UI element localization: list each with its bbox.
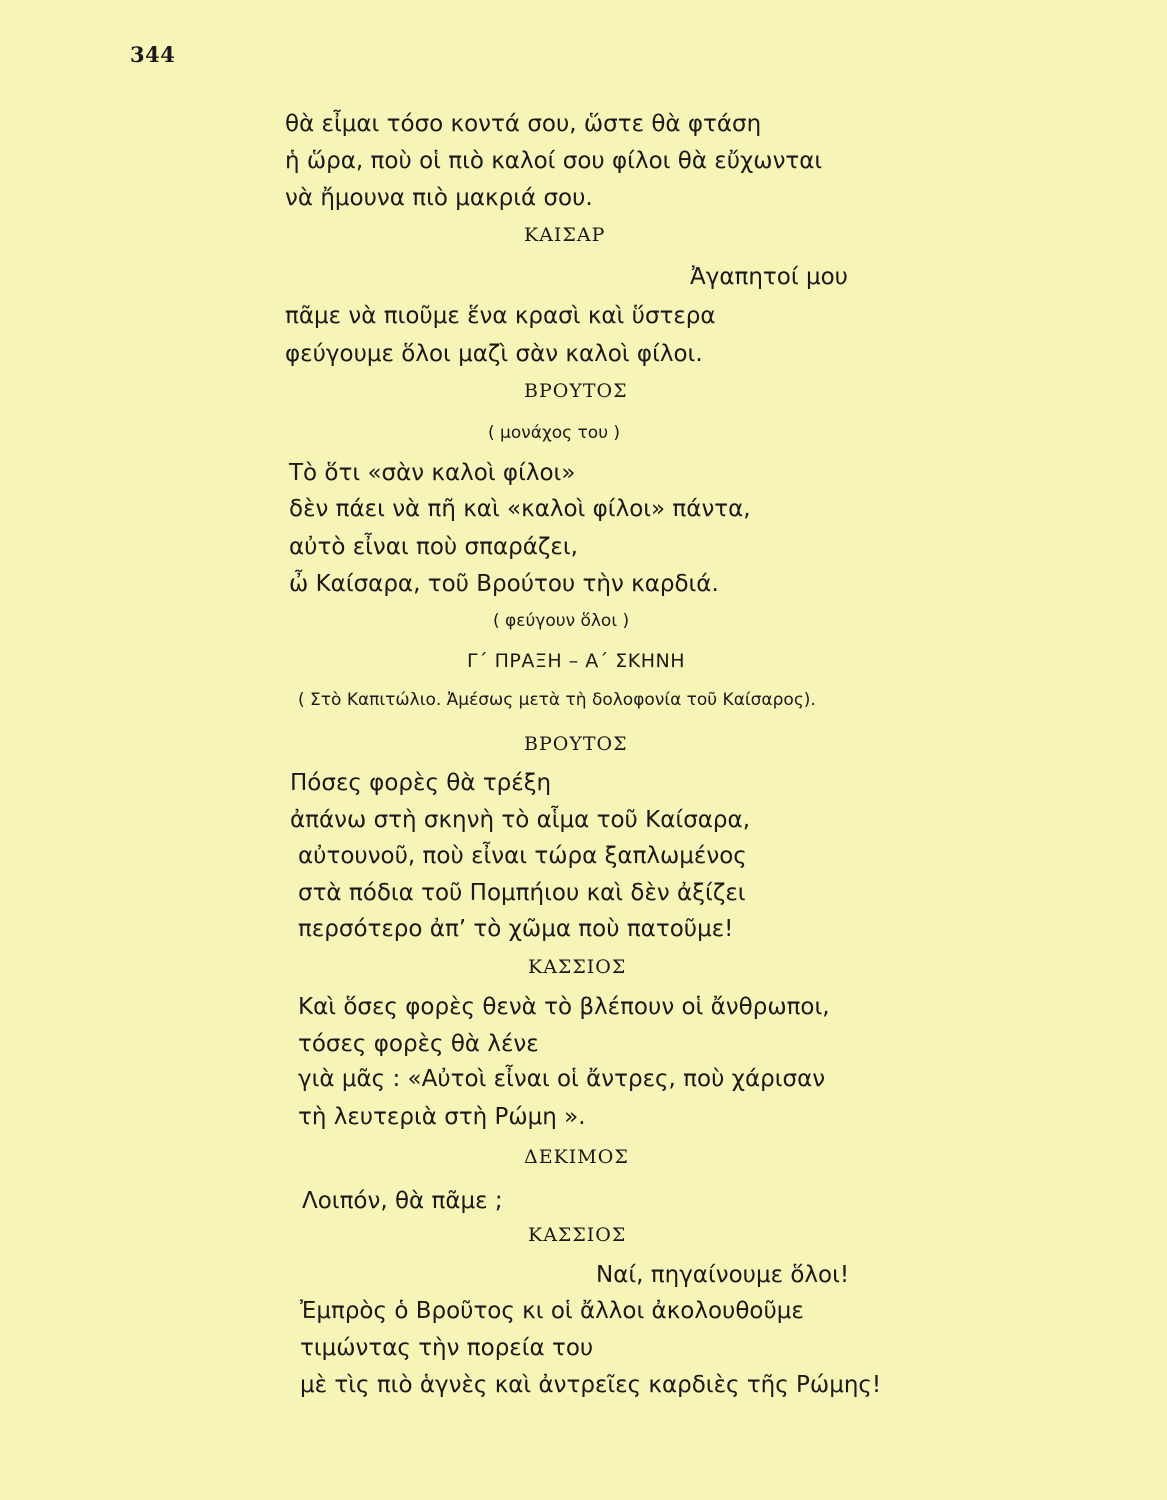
verse-line: στὰ πόδια τοῦ Πομπήιου καὶ δὲν ἀξίζει [298,880,746,906]
speaker-name: ΒΡΟΥΤΟΣ [524,380,628,402]
verse-line: Τὸ ὅτι «σὰν καλοὶ φίλοι» [289,460,576,486]
verse-line: Ἀγαπητοί μου [690,264,848,290]
verse-line: αὐτουνοῦ, ποὺ εἶναι τώρα ξαπλωμένος [298,843,747,869]
page-number: 344 [130,42,176,67]
verse-line: Ναί, πηγαίνουμε ὅλοι! [596,1262,850,1288]
verse-line: αὐτὸ εἶναι ποὺ σπαράζει, [289,534,578,560]
stage-direction: ( μονάχος του ) [488,423,621,443]
act-scene-heading: Γ΄ ΠΡΑΞΗ – Α΄ ΣΚΗΝΗ [467,650,686,672]
verse-line: τόσες φορὲς θὰ λένε [298,1031,539,1057]
verse-line: τὴ λευτεριὰ στὴ Ρώμη ». [298,1104,586,1130]
stage-direction: ( φεύγουν ὅλοι ) [493,611,630,631]
verse-line: νὰ ἤμουνα πιὸ μακριά σου. [285,185,593,211]
verse-line: τιμώντας τὴν πορεία του [300,1335,594,1361]
verse-line: γιὰ μᾶς : «Αὐτοὶ εἶναι οἱ ἄντρες, ποὺ χάρισαν [298,1066,826,1092]
verse-line: ὦ Καίσαρα, τοῦ Βρούτου τὴν καρδιά. [289,571,719,597]
verse-line: μὲ τὶς πιὸ ἁγνὲς καὶ ἀντρεῖες καρδιὲς τῆς Ρώμης! [300,1372,882,1398]
verse-line: ἀπάνω στὴ σκηνὴ τὸ αἷμα τοῦ Καίσαρα, [290,807,750,833]
verse-line: Πόσες φορὲς θὰ τρέξη [290,770,552,796]
verse-line: περσότερο ἀπ’ τὸ χῶμα ποὺ πατοῦμε! [298,916,734,942]
verse-line: Λοιπόν, θὰ πᾶμε ; [302,1188,503,1214]
speaker-name: ΚΑΙΣΑΡ [524,224,606,246]
verse-line: δὲν πάει νὰ πῆ καὶ «καλοὶ φίλοι» πάντα, [289,496,751,522]
verse-line: ἡ ὥρα, ποὺ οἱ πιὸ καλοί σου φίλοι θὰ εὔχωνται [285,148,823,174]
verse-line: Ἐμπρὸς ὁ Βροῦτος κι οἱ ἄλλοι ἀκολουθοῦμε [300,1298,804,1324]
speaker-name: ΔΕΚΙΜΟΣ [524,1146,629,1168]
verse-line: πᾶμε νὰ πιοῦμε ἕνα κρασὶ καὶ ὕστερα [285,303,716,329]
speaker-name: ΚΑΣΣΙΟΣ [528,956,627,978]
stage-direction: ( Στὸ Καπιτώλιο. Ἀμέσως μετὰ τὴ δολοφονία τοῦ Καίσαρος). [298,690,816,710]
speaker-name: ΒΡΟΥΤΟΣ [524,733,628,755]
verse-line: θὰ εἶμαι τόσο κοντά σου, ὥστε θὰ φτάση [285,111,762,137]
verse-line: φεύγουμε ὅλοι μαζὶ σὰν καλοὶ φίλοι. [285,341,703,367]
verse-line: Καὶ ὅσες φορὲς θενὰ τὸ βλέπουν οἱ ἄνθρωποι, [298,994,830,1020]
speaker-name: ΚΑΣΣΙΟΣ [528,1224,627,1246]
